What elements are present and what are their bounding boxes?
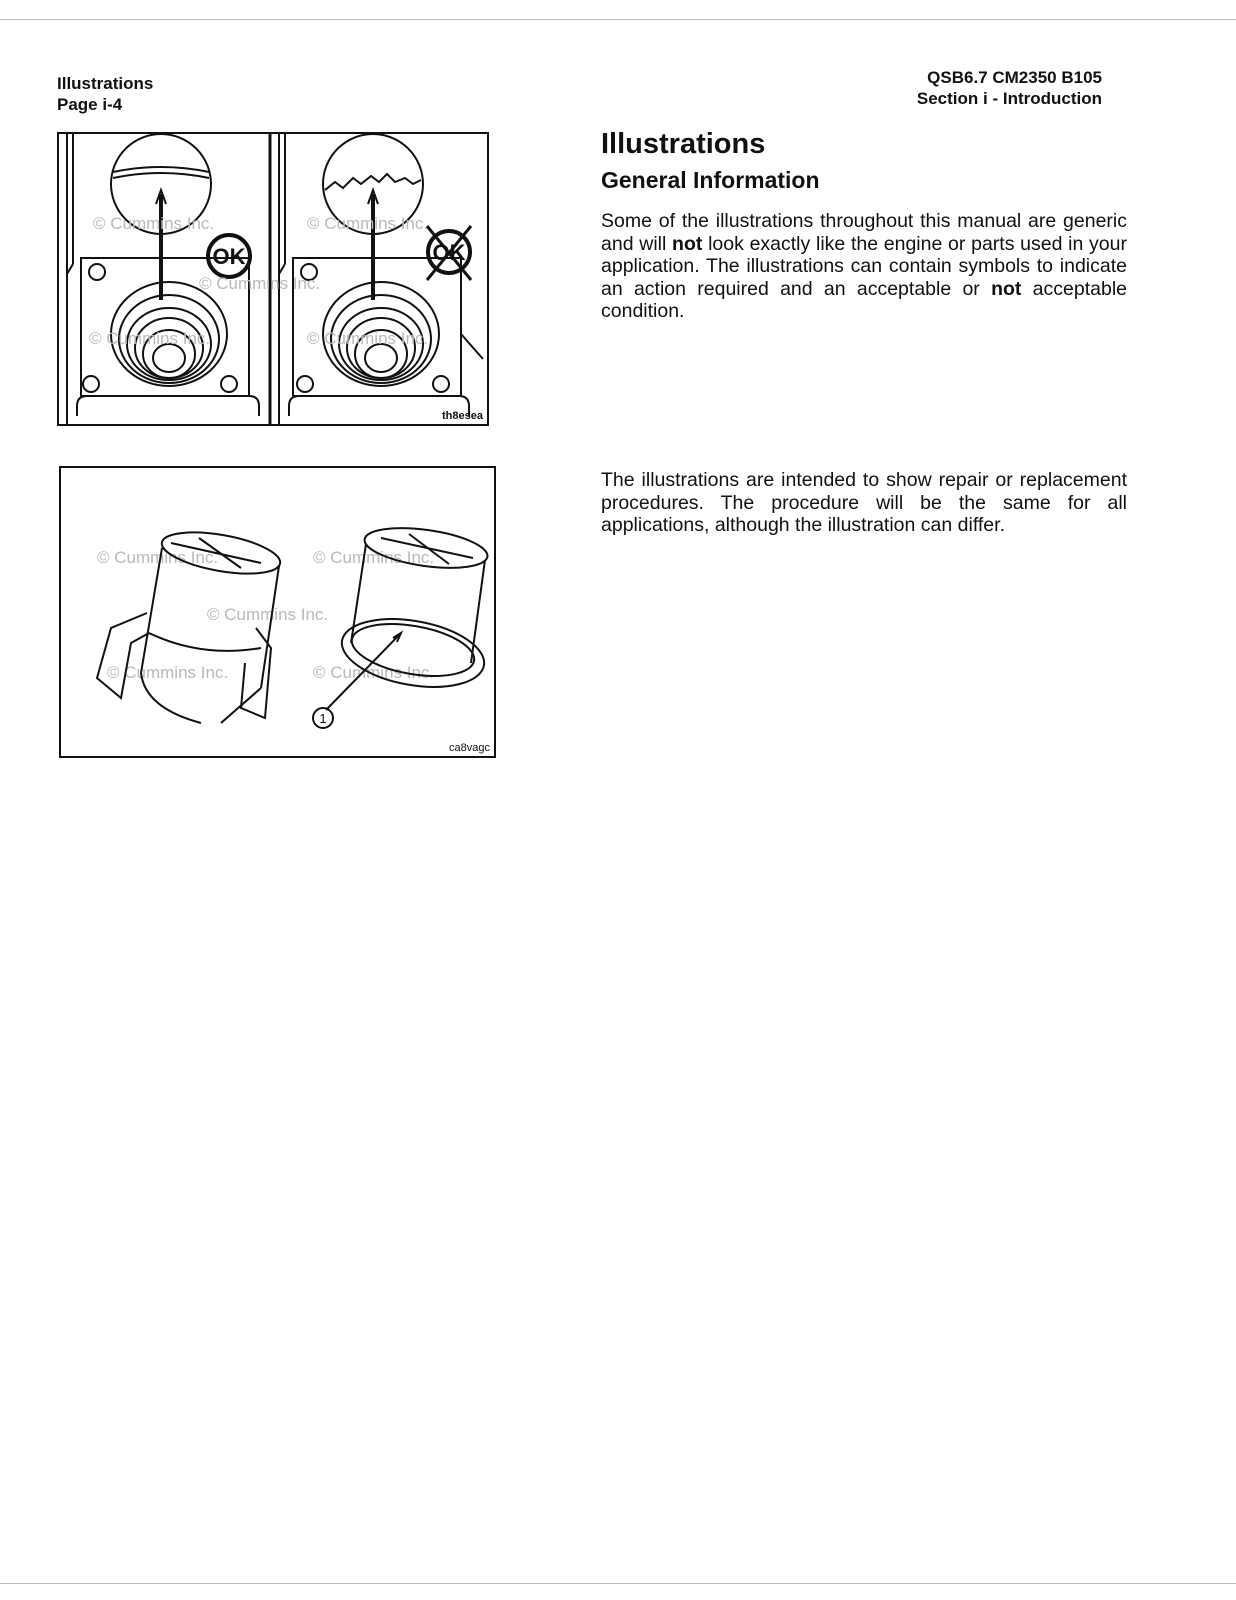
header-section: Section i - Introduction xyxy=(916,89,1102,108)
watermark-text: © Cummins Inc. xyxy=(199,274,321,293)
figure-code: th8esea xyxy=(442,410,483,422)
header-model: QSB6.7 CM2350 B105 xyxy=(927,68,1102,87)
watermark-text: © Cummins Inc. xyxy=(207,605,329,624)
paragraph-text: look exactly like the engine or parts used in your application. The illustrations can contain symbols to indicate an action required and an acceptable or xyxy=(601,232,1127,300)
page-title: Illustrations xyxy=(601,128,766,160)
header-section-name: Illustrations xyxy=(57,74,154,93)
callout-number: 1 xyxy=(319,711,327,726)
figure-repair-procedure-drawing xyxy=(61,468,494,756)
watermark-text: © Cummins Inc. xyxy=(313,548,435,567)
watermark-text: © Cummins Inc. xyxy=(307,214,429,233)
header-left xyxy=(57,73,153,115)
paragraph-text: acceptable condition. xyxy=(601,277,1127,322)
watermark-text: © Cummins Inc. xyxy=(89,329,211,348)
emphasis-not: not xyxy=(991,277,1022,300)
section-subtitle: General Information xyxy=(601,167,820,193)
watermark-text: © Cummins Inc. xyxy=(307,329,429,348)
not-ok-symbol: OK xyxy=(432,240,466,265)
figure-ok-not-ok xyxy=(57,132,489,426)
ok-symbol: OK xyxy=(212,244,246,269)
figure-repair-procedure xyxy=(59,466,496,758)
paragraph-text: Some of the illustrations throughout this manual are generic and will xyxy=(601,210,1127,255)
figure-ok-not-ok-drawing xyxy=(59,134,487,424)
paragraph-general-info xyxy=(601,210,1127,323)
header-page-number: Page i-4 xyxy=(57,95,123,114)
watermark-text: © Cummins Inc. xyxy=(313,663,435,682)
header-right xyxy=(917,67,1102,109)
watermark-text: © Cummins Inc. xyxy=(93,214,215,233)
scan-edge-bottom xyxy=(0,1583,1236,1584)
scan-edge-top xyxy=(0,19,1236,20)
paragraph-procedures: The illustrations are intended to show repair or replacement procedures. The procedure will be the same for all applications, although the illustration can differ. xyxy=(601,469,1127,536)
emphasis-not: not xyxy=(672,232,703,255)
figure-code: ca8vagc xyxy=(449,742,490,754)
watermark-text: © Cummins Inc. xyxy=(107,663,229,682)
watermark-text: © Cummins Inc. xyxy=(97,548,219,567)
